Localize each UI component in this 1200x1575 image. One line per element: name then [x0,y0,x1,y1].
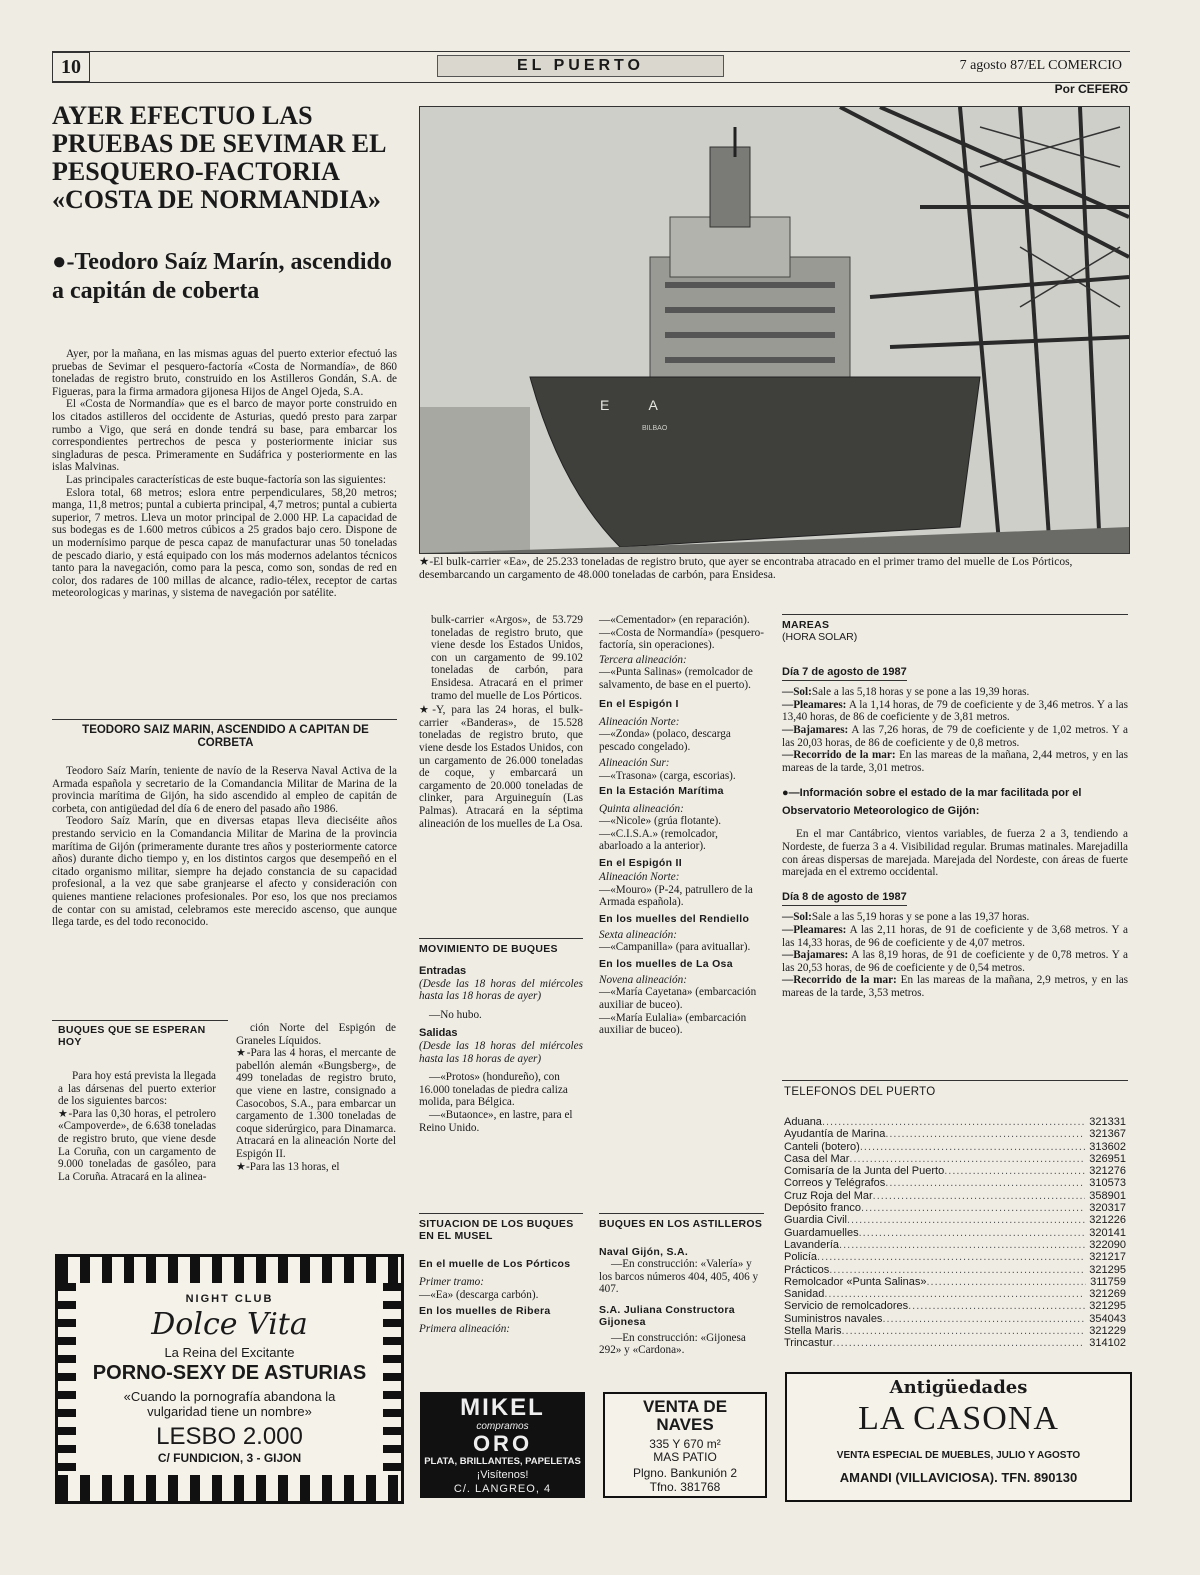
ship-entry: —«Nicole» (grúa flotante). [599,815,722,828]
tide-entry: —Recorrido de la mar: En las mareas de la mañana, 2,44 metros, y en las mareas de la tarde, 3,01 metros. [782,749,1129,774]
location-heading: En el Espigón I [599,697,679,710]
leader-dots [885,1128,1085,1140]
list-item-cont: ción Norte del Espigón de Graneles Líquidos. [236,1022,396,1047]
divider [599,1213,764,1214]
movimiento-title: MOVIMIENTO DE BUQUES [419,943,558,955]
leader-dots [859,1227,1086,1239]
star-icon: ★ [419,704,433,717]
phone-number: 358901 [1089,1189,1126,1202]
movimiento-section [419,943,583,1134]
phone-number: 326951 [1089,1152,1126,1165]
phone-row [784,1153,1126,1165]
leader-dots [944,1165,1085,1177]
leader-dots [860,1141,1085,1153]
ad-line: C/ FUNDICION, 3 - GIJON [157,1451,302,1465]
location-heading: En los muelles del Rendiello [599,912,750,925]
entradas-label: Entradas [419,965,467,977]
buques-esperan-body-2 [236,1022,396,1173]
ad-line: MIKEL [460,1394,545,1421]
phone-name: Comisaría de la Junta del Puerto [784,1165,945,1178]
yard-text: —En construcción: «Valería» y los barcos números 404, 405, 406 y 407. [599,1258,759,1296]
list-item: ★-Y, para las 24 horas, el bulk-carrier «Banderas», de 15.528 toneladas de registro bruto, que viene desde los Estados Unidos, con un cargamento de 26.000 toneladas de coque, y embarcará un cargamento de 20.000 toneladas de clinker, para Arguineguín (Las Palmas). Atracará en la séptima alineación de los muelles de La Osa. [419,704,584,830]
sea-info-text: En el mar Cantábrico, vientos variables, de fuerza 2 a 3, tendiendo a Nordeste, de fuerza 3 a 4. Visibilidad regular. Brumas matinales. Marejadilla con áreas dispersas de marejada. Marejada del Nordeste, con áreas de fuerte marejada en el extremo occidental. [782,828,1128,879]
telefonos-title: TELEFONOS DEL PUERTO [784,1086,936,1098]
tide-entry: —Sol:Sale a las 5,19 horas y se pone a las 19,37 horas. [782,911,1030,924]
phone-name: Prácticos [784,1263,830,1276]
astilleros-title: BUQUES EN LOS ASTILLEROS [599,1218,763,1230]
phone-number: 321217 [1089,1251,1126,1264]
ad-la-casona [785,1372,1132,1502]
day-heading: Día 8 de agosto de 1987 [782,891,907,907]
phone-list [784,1116,1126,1350]
yard-name: S.A. Juliana Constructora Gijonesa [599,1303,735,1328]
phone-row [784,1128,1126,1140]
sub-heading: Alineación Sur: [599,757,670,770]
section-title: EL PUERTO [437,55,724,77]
leader-dots [849,1153,1085,1165]
ship-entry: —«María Eulalia» (embarcación auxiliar de buceo). [599,1011,747,1037]
ship-entry: —«Cementador» (en reparación). [599,614,750,626]
salidas-1: —«Protos» (hondureño), con 16.000 toneladas de piedra caliza molida, para Bélgica. [419,1071,568,1109]
main-article-body [52,348,397,600]
phone-row [784,1177,1126,1189]
location-heading: En los muelles de Ribera [419,1305,551,1318]
phone-row [784,1190,1126,1202]
ad-line: PORNO-SEXY DE ASTURIAS [92,1362,367,1384]
paragraph: Teodoro Saíz Marín, teniente de navío de la Reserva Naval Activa de la Armada española y secretario de la Comandancia Militar de Marina de la provincia marítima de Gijón, ha sido ascendido al empleo de capitán de corbeta, con antigüedad del día 6 de enero del pasado año 1986. [52,765,397,815]
ornament-border [58,1257,401,1283]
leader-dots [882,1313,1085,1325]
paragraph: Ayer, por la mañana, en las mismas aguas del puerto exterior efectuó las pruebas de Sevimar el pesquero-factoría «Costa de Normandía», de 860 toneladas de registro bruto, construido en los Astilleros Gondán, S.A. de Figueras, para la firma armadora gijonesa Hijos de Angel Ojeda, S.A. [52,348,397,398]
leader-dots [839,1239,1085,1251]
phone-row [784,1251,1126,1263]
phone-row [784,1165,1126,1177]
hull-port: BILBAO [642,425,668,432]
sea-info-title: ●—Información sobre el estado de la mar facilitada por el Observatorio Meteorologico de Gijón: [782,787,1082,818]
ship-entry: —«Ea» (descarga carbón). [419,1288,539,1301]
buques-esperan-body [58,1070,216,1183]
leader-dots [822,1116,1085,1128]
leader-dots [861,1202,1085,1214]
location-heading: En los muelles de La Osa [599,957,733,970]
ship-entry: —«Zonda» (polaco, descarga pescado congelado). [599,728,731,753]
phone-number: 321276 [1089,1165,1126,1178]
paragraph: Eslora total, 68 metros; eslora entre perpendiculares, 58,20 metros; manga, 11,8 metros; puntal a cubierta principal, 4,7 metros; puntal a cubierta superior, 7 metros. Lleva un motor principal de 2.000 HP. La capacidad de sus bodegas es de 1.600 metros cúbicos a 25 grados bajo cero. Dispone de un modernísimo parque de pesca capaz de manufacturar unas 50 toneladas de pescado diario, y está equipado con los más modernos adelantos técnicos tanto para la navegación, como para la pesca, como son, sondas de red en color, dos radares de 100 millas de alcance, radio-télex, receptor de cartas meteorologicas y marinas, y sistema de navegación por satélite. [52,486,397,600]
phone-name: Correos y Telégrafos [784,1177,886,1190]
ship-entry: —«Trasona» (carga, escorias). [599,769,736,782]
leader-dots [908,1300,1085,1312]
telefonos-section [784,1086,1126,1350]
list-item: ★-Para las 13 horas, el [236,1160,340,1173]
phone-row [784,1300,1126,1312]
phone-row [784,1337,1126,1349]
list-item-cont: bulk-carrier «Argos», de 53.729 toneladas de registro bruto, que viene desde los Estados Unidos, con un cargamento de 99.102 toneladas de carbón, para Ensidesa. Atracará en el primer tramo del muelle de Los Pórticos. [431,614,583,702]
phone-row [784,1325,1126,1337]
ship-entry: —«Campanilla» (para avituallar). [599,941,751,954]
paragraph: Las principales características de este buque-factoría son las siguientes: [66,473,386,486]
byline: Por CEFERO [1054,82,1128,96]
leader-dots [833,1337,1086,1349]
ad-line: compramos [476,1421,529,1432]
photo-caption [419,556,1128,582]
paragraph: El «Costa de Normandía» que es el barco de mayor porte construido en los citados astilleros del occidente de Asturias, quedó presto para zarpar rumbo a Vigo, que será en donde tendrá su base, para embarcar los correspondientes pertrechos de pesca y posteriormente iniciar sus singladuras de pesca. Primeramente en Sudáfrica y posteriormente en las islas Malvinas. [52,398,397,474]
star-icon: ★ [419,556,430,568]
ad-line: «Cuando la pornografía abandona la vulgaridad tiene un nombre» [123,1389,336,1419]
main-headline: AYER EFECTUO LAS PRUEBAS DE SEVIMAR EL PESQUERO-FACTORIA «COSTA DE NORMANDIA» [52,101,386,214]
phone-number: 313602 [1089,1140,1126,1153]
phone-number: 321226 [1089,1214,1126,1227]
star-icon: ★ [236,1047,247,1060]
location-heading: En la Estación Marítima [599,784,724,797]
sub-heading: Primer tramo: [419,1276,484,1288]
location-heading: En el muelle de Los Pórticos [419,1258,571,1270]
phone-number: 310573 [1089,1177,1126,1190]
caption-text: -El bulk-carrier «Ea», de 25.233 toneladas de registro bruto, que ayer se encontraba atracado en el primer tramo del muelle de Los Pórticos, desembarcando un cargamento de 48.000 toneladas de carbón, para Ensidesa. [419,556,1073,581]
phone-name: Cruz Roja del Mar [784,1189,873,1202]
ad-logo: Dolce Vita [151,1307,308,1342]
day-heading: Día 7 de agosto de 1987 [782,666,907,682]
star-icon: ★ [58,1107,69,1120]
ship-entry: —«Costa de Normandía» (pesquero-factoría, sin operaciones). [599,626,764,652]
phone-name: Depósito franco [784,1202,862,1215]
ship-entry: —«Mouro» (P-24, patrullero de la Armada española). [599,883,753,909]
phone-number: 321269 [1089,1288,1126,1301]
ad-line: NAVES [656,1415,714,1434]
phone-number: 321367 [1089,1128,1126,1141]
phone-name: Remolcador «Punta Salinas» [784,1275,927,1288]
entradas-text: —No hubo. [429,1008,482,1021]
ship-entry: —«C.I.S.A.» (remolcador, abarloado a la anterior). [599,827,718,853]
salidas-2: —«Butaonce», en lastre, para el Reino Unido. [419,1108,573,1134]
phone-name: Canteli (botero) [784,1140,860,1153]
divider [782,1080,1128,1081]
star-icon: ★ [236,1160,247,1173]
phone-row [784,1116,1126,1128]
phone-name: Guardamuelles [784,1226,859,1239]
phone-number: 321229 [1089,1325,1126,1338]
phone-number: 320141 [1089,1226,1126,1239]
leader-dots [847,1214,1085,1226]
leader-dots [841,1325,1085,1337]
column-4 [599,614,764,1037]
ad-line: ORO [472,1431,533,1456]
phone-number: 321295 [1089,1263,1126,1276]
phone-name: Guardia Civil [784,1214,847,1227]
salidas-note: (Desde las 18 horas del miércoles hasta las 18 horas de ayer) [419,1039,583,1065]
phone-name: Aduana [784,1116,822,1128]
leader-dots [885,1177,1085,1189]
phone-number: 321295 [1089,1300,1126,1313]
bullet-icon: ● [52,249,67,275]
ad-line: VENTA DE [642,1397,728,1416]
subhead [52,248,400,306]
ad-line: La Reina del Excitante [164,1345,295,1360]
page-number: 10 [52,52,90,82]
phone-name: Suministros navales [784,1312,883,1325]
location-heading: En el Espigón II [599,856,682,869]
second-headline: TEODORO SAIZ MARIN, ASCENDIDO A CAPITAN DE CORBETA [82,724,369,749]
ad-line: MAS PATIO [653,1450,717,1464]
divider [419,1213,583,1214]
ship-entry: —«Punta Salinas» (remolcador de salvamento, de base en el puerto). [599,666,753,691]
tide-entry: —Sol:Sale a las 5,18 horas y se pone a las 19,39 horas. [782,686,1030,699]
leader-dots [926,1276,1086,1288]
mareas-section [782,619,1128,999]
paragraph: Teodoro Saíz Marín, que en diversas etapas lleva dieciséite años prestando servicio en la Comandancia Militar de Marina de la provincia marítima de Gijón (primeramente durante tres años y posteriormente catorce años) durante dicho tiempo y, en los distintos cargos que desempeñó en el citado organismo militar, siempre ha dejado constancia de su capacidad profesional, a la vez que sabe granjearse el afecto y consideración con quienes mantiene relaciones profesionales. Por eso, los que nos preciamos de contar con su amistad, celebramos este merecido ascenso, que aunque llega tarde, es del todo reconocido. [52,815,397,929]
divider [419,938,583,939]
phone-name: Lavandería [784,1238,840,1251]
ad-line: Tfno. 381768 [649,1480,721,1494]
paragraph: Para hoy está prevista la llegada a las dársenas del puerto exterior de los siguientes barcos: [58,1070,216,1108]
column-3 [419,614,583,830]
sub-heading: Alineación Norte: [599,715,680,728]
ad-logo: LA CASONA [858,1400,1059,1437]
astilleros-section [599,1218,764,1357]
phone-name: Casa del Mar [784,1152,850,1165]
leader-dots [873,1190,1086,1202]
ship-illustration [420,107,1129,553]
divider [52,719,397,720]
ad-line: Plgno. Bankunión 2 [632,1466,738,1480]
phone-name: Stella Maris [784,1325,842,1338]
buques-esperan-title: BUQUES QUE SE ESPERAN HOY [58,1024,206,1048]
ad-line: C/. LANGREO, 4 [453,1483,552,1495]
phone-row [784,1141,1126,1153]
ad-line: LESBO 2.000 [156,1423,303,1450]
phone-name: Trincastur [784,1337,833,1350]
phone-row [784,1239,1126,1251]
sub-heading: Primera alineación: [419,1323,511,1336]
ad-mikel [420,1392,585,1498]
phone-name: Sanidad [784,1288,825,1301]
second-article-body [52,765,397,929]
phone-number: 314102 [1089,1337,1126,1350]
situacion-title: SITUACION DE LOS BUQUES EN EL MUSEL [419,1218,574,1242]
ship-entry: —«María Cayetana» (embarcación auxiliar de buceo). [599,986,757,1012]
phone-name: Policía [784,1251,818,1264]
phone-row [784,1276,1126,1288]
list-item: ★-Para las 4 horas, el mercante de pabellón alemán «Bungsberg», de 499 toneladas de registro bruto, que viene en lastre, consignado a Casocobos, S.A., para embarcar un cargamento de 1.300 toneladas de coque siderúrgico, para Dinamarca. Atracará en la alineación Norte del Espigón II. [236,1047,397,1160]
yard-text: —En construcción: «Gijonesa 292» y «Cardona». [599,1331,746,1357]
ad-naves [603,1392,767,1498]
subhead-text: -Teodoro Saíz Marín, ascendido a capitán de coberta [52,249,392,304]
phone-row [784,1214,1126,1226]
sub-heading: Quinta alineación: [599,802,684,815]
phone-name: Ayudantía de Marina [784,1128,886,1141]
ad-line: PLATA, BRILLANTES, PAPELETAS [424,1456,581,1467]
ad-line: ¡Visítenos! [476,1469,529,1481]
leader-dots [824,1288,1085,1300]
leader-dots [829,1264,1085,1276]
phone-number: 322090 [1089,1238,1126,1251]
ad-line: NIGHT CLUB [185,1293,274,1305]
ship-photo [419,106,1130,554]
sub-heading: Alineación Norte: [599,870,680,883]
divider [782,614,1128,615]
tide-entry: —Pleamares: A las 2,11 horas, de 91 de coeficiente y de 3,68 metros. Y a las 14,33 horas, de 96 de coeficiente y de 4,07 metros. [782,923,1128,949]
ad-line: VENTA ESPECIAL DE MUEBLES, JULIO Y AGOSTO [836,1450,1081,1461]
phone-row [784,1264,1126,1276]
divider [52,1020,228,1021]
phone-row [784,1202,1126,1214]
tide-entry: —Recorrido de la mar: En las mareas de la mañana, 2,9 metros, y en las mareas de la tarde, 3,53 metros. [782,974,1129,999]
tide-entry: —Bajamares: A las 8,19 horas, de 91 de coeficiente y de 0,78 metros. Y a las 20,53 horas, de 96 de coeficiente y de 0,54 metros. [782,949,1128,974]
yard-name: Naval Gijón, S.A. [599,1246,689,1258]
tide-entry: —Pleamares: A la 1,14 horas, de 79 de coeficiente y de 3,46 metros. Y a las 13,40 horas, de 86 de coeficiente y de 3,81 metros. [782,698,1128,724]
page-header [52,51,1130,83]
salidas-label: Salidas [419,1027,458,1040]
leader-dots [817,1251,1085,1263]
tide-entry: —Bajamares: A las 7,26 horas, de 79 de coeficiente y de 1,02 metros. Y a las 20,03 horas, de 86 de coeficiente y de 0,8 metros. [782,723,1128,749]
phone-number: 311759 [1090,1275,1126,1288]
sub-heading: Sexta alineación: [599,928,677,941]
phone-number: 320317 [1089,1202,1126,1215]
mareas-title: MAREAS [782,619,830,631]
hull-name: E A [600,397,676,413]
phone-row [784,1313,1126,1325]
ornament-border [58,1475,401,1501]
mareas-subtitle: (HORA SOLAR) [782,631,858,643]
phone-row [784,1288,1126,1300]
ad-line: AMANDI (VILLAVICIOSA). TFN. 890130 [839,1470,1078,1485]
situacion-section [419,1218,583,1336]
sub-heading: Tercera alineación: [599,653,687,666]
ad-line: 335 Y 670 m² [649,1437,721,1451]
phone-name: Servicio de remolcadores [784,1300,909,1313]
phone-number: 321331 [1089,1116,1126,1128]
phone-row [784,1227,1126,1239]
sub-heading: Novena alineación: [599,973,687,986]
phone-number: 354043 [1089,1312,1126,1325]
ad-dolce-vita [55,1254,404,1504]
date-paper: 7 agosto 87/EL COMERCIO [959,58,1122,73]
ad-line: Antigüedades [889,1377,1028,1398]
list-item: ★-Para las 0,30 horas, el petrolero «Campoverde», de 6.638 toneladas de registro bruto, que viene desde La Coruña, con un cargamento de 9.000 toneladas de gasóleo, para La Coruña. Atracará en la alinea- [58,1107,217,1183]
entradas-note: (Desde las 18 horas del miércoles hasta las 18 horas de ayer) [419,977,583,1003]
